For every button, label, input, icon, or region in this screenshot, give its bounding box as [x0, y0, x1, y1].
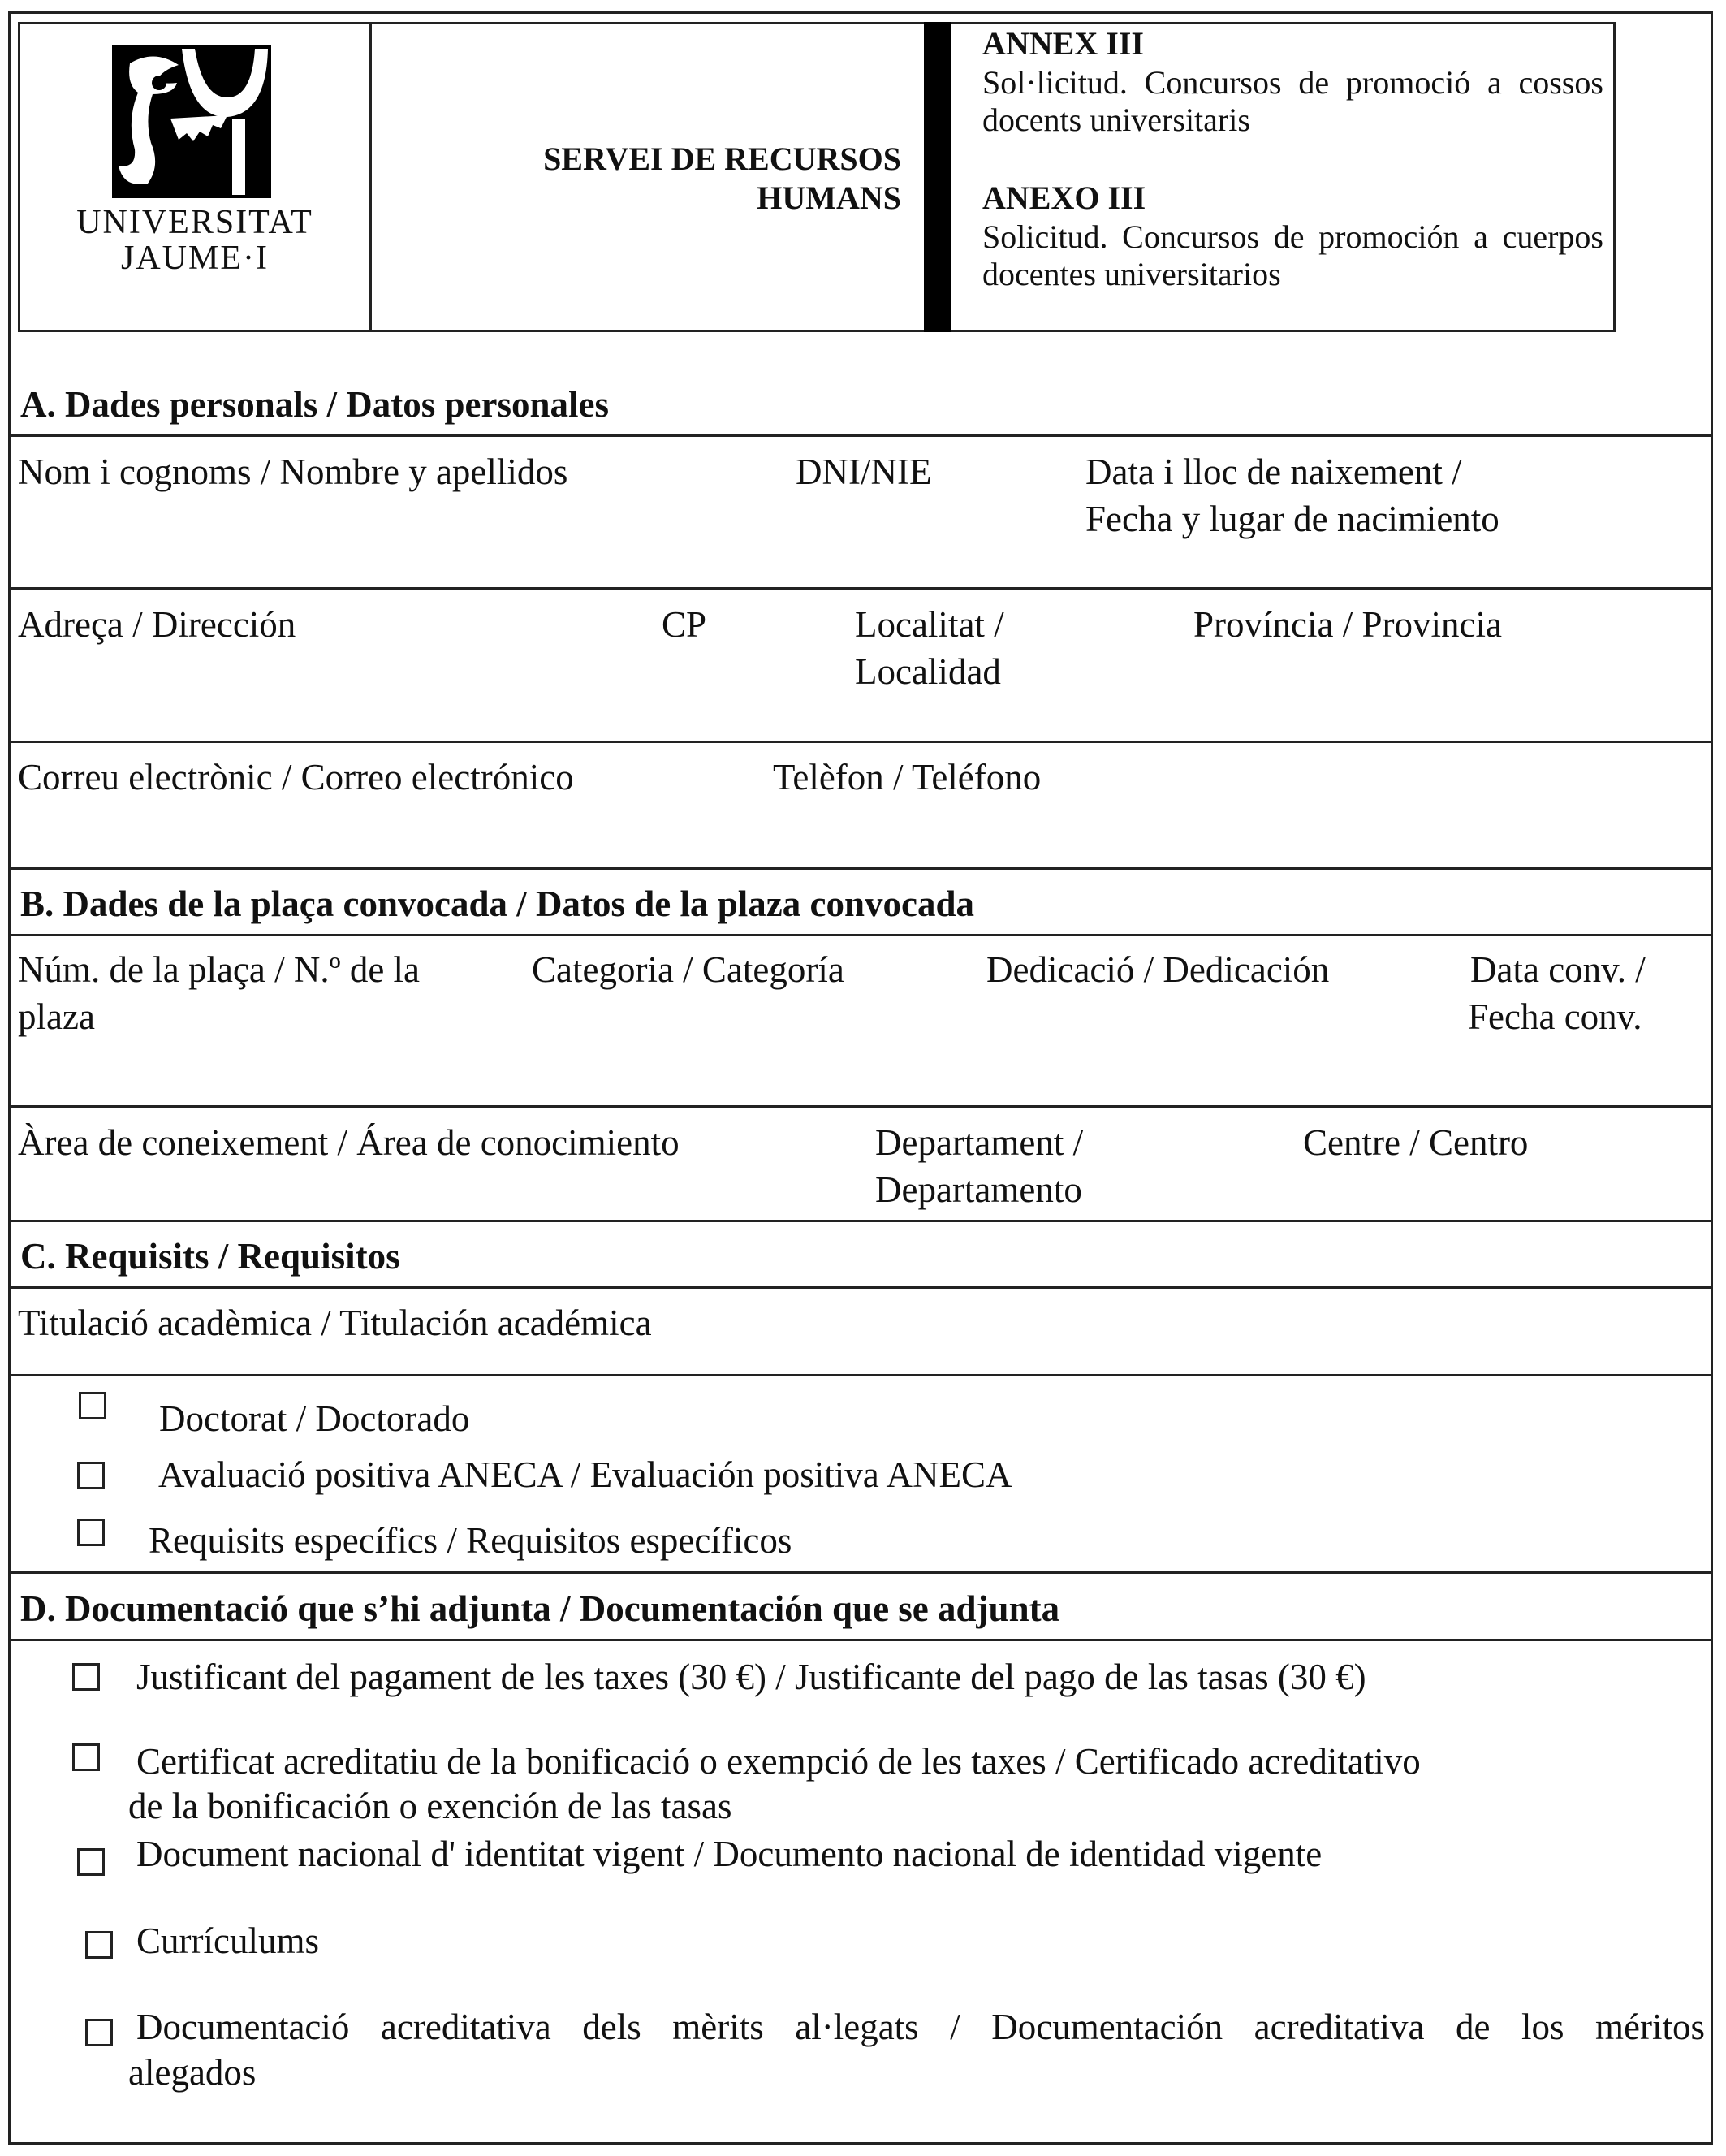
centre-label: Centre / Centro	[1303, 1122, 1529, 1163]
aneca-checkbox[interactable]	[77, 1462, 105, 1489]
place-number-label-line1: Núm. de la plaça / N.º de la	[18, 949, 421, 990]
section-b-title: B. Dades de la plaça convocada / Datos de la plaza convocada	[20, 884, 975, 924]
annex-es-title: ANEXO III	[982, 179, 1146, 216]
category-label: Categoria / Categoría	[532, 949, 844, 990]
university-logo	[73, 41, 317, 284]
logo-emblem-icon	[73, 41, 317, 203]
divider	[8, 867, 1713, 870]
dni-label: DNI/NIE	[796, 452, 932, 492]
email-label: Correu electrònic / Correo electrónico	[18, 757, 574, 797]
fee-exemption-label-line2: de la bonificación o exención de las tasas	[128, 1786, 732, 1826]
annex-es-line1: Solicitud. Concursos de promoción a cuerpos	[982, 218, 1603, 255]
divider	[8, 434, 1713, 437]
degree-label: Titulació acadèmica / Titulación académica	[18, 1303, 652, 1343]
divider	[8, 934, 1713, 936]
divider	[8, 741, 1713, 743]
province-label: Província / Provincia	[1193, 604, 1502, 645]
divider	[8, 1374, 1713, 1376]
section-a-title: A. Dades personals / Datos personales	[20, 384, 610, 425]
header-divider-1	[369, 22, 372, 332]
call-date-label-line1: Data conv. /	[1470, 949, 1646, 990]
logo-text-line2: JAUME·I	[121, 240, 269, 277]
divider	[8, 1286, 1713, 1289]
logo-text-line1: UNIVERSITAT	[76, 204, 313, 241]
specific-requirements-label: Requisits específics / Requisitos específicos	[149, 1520, 792, 1561]
annex-ca-title: ANNEX III	[982, 25, 1144, 62]
national-id-checkbox[interactable]	[77, 1848, 105, 1876]
phone-label: Telèfon / Teléfono	[773, 757, 1042, 797]
merits-documentation-label-line2: alegados	[128, 2052, 257, 2093]
department-title-line2: HUMANS	[757, 179, 901, 216]
divider	[8, 1639, 1713, 1641]
locality-label-line2: Localidad	[855, 651, 1001, 692]
address-label: Adreça / Dirección	[18, 604, 296, 645]
curriculum-label: Currículums	[136, 1921, 319, 1961]
divider	[8, 1571, 1713, 1574]
department-label-line2: Departamento	[875, 1169, 1082, 1210]
curriculum-checkbox[interactable]	[85, 1931, 113, 1959]
doctorate-checkbox[interactable]	[79, 1392, 106, 1419]
merits-documentation-label-line1: Documentació acreditativa dels mèrits al·legats / Documentación acreditativa de los méritos	[136, 2007, 1705, 2047]
dedication-label: Dedicació / Dedicación	[986, 949, 1330, 990]
section-c-title: C. Requisits / Requisitos	[20, 1236, 400, 1277]
area-label: Àrea de coneixement / Área de conocimiento	[18, 1122, 680, 1163]
name-label: Nom i cognoms / Nombre y apellidos	[18, 452, 568, 492]
aneca-option-label: Avaluació positiva ANECA / Evaluación positiva ANECA	[158, 1454, 1012, 1495]
divider	[8, 1105, 1713, 1108]
divider	[8, 1220, 1713, 1222]
department-title-line1: SERVEI DE RECURSOS	[543, 140, 901, 177]
fee-payment-label: Justificant del pagament de les taxes (30 €) / Justificante del pago de las tasas (30 €)	[136, 1657, 1366, 1697]
cp-label: CP	[662, 604, 707, 645]
locality-label-line1: Localitat /	[855, 604, 1004, 645]
divider	[8, 587, 1713, 590]
fee-exemption-checkbox[interactable]	[72, 1743, 100, 1771]
birth-label-line2: Fecha y lugar de nacimiento	[1085, 499, 1499, 539]
specific-requirements-checkbox[interactable]	[77, 1519, 105, 1546]
annex-ca-line1: Sol·licitud. Concursos de promoció a cossos	[982, 64, 1603, 101]
call-date-label-line2: Fecha conv.	[1468, 996, 1642, 1037]
header-divider-black-bar	[924, 22, 951, 332]
merits-documentation-checkbox[interactable]	[85, 2019, 113, 2046]
fee-exemption-label-line1: Certificat acreditatiu de la bonificació o exempció de les taxes / Certificado acreditativo	[136, 1741, 1421, 1782]
annex-es-line2: docentes universitarios	[982, 256, 1281, 292]
birth-label-line1: Data i lloc de naixement /	[1085, 452, 1462, 492]
section-d-title: D. Documentació que s’hi adjunta / Documentación que se adjunta	[20, 1588, 1060, 1629]
national-id-label: Document nacional d' identitat vigent / Documento nacional de identidad vigente	[136, 1834, 1323, 1874]
fee-payment-checkbox[interactable]	[72, 1663, 100, 1691]
place-number-label-line2: plaza	[18, 996, 95, 1037]
annex-ca-line2: docents universitaris	[982, 102, 1250, 138]
department-label-line1: Departament /	[875, 1122, 1084, 1163]
doctorate-option-label: Doctorat / Doctorado	[159, 1398, 470, 1439]
